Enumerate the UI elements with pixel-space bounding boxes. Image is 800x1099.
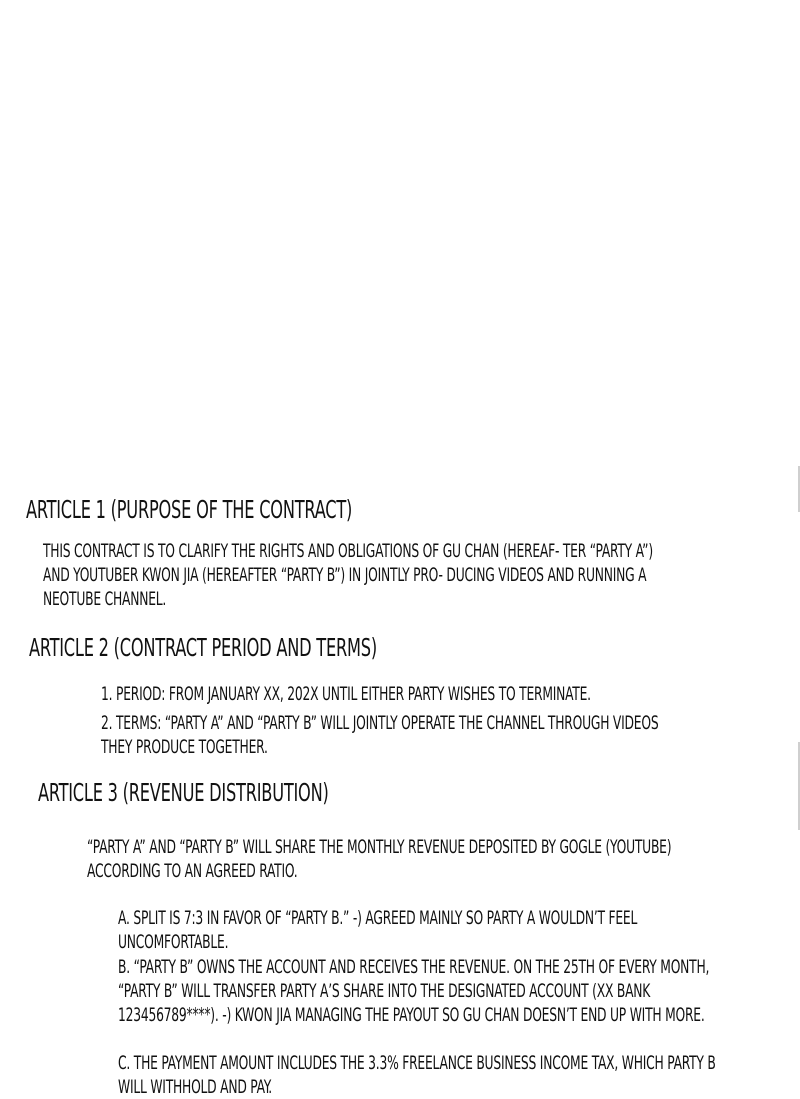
article-1-body: THIS CONTRACT IS TO CLARIFY THE RIGHTS AND OBLIGATIONS OF GU CHAN (HEREAF- TER “PARTY A”) AND YOUTUBER KWON JIA (HEREAFTER “PARTY B”) IN JOINTLY PRO- DUCING VIDEOS AND RUNNING A NEOTUBE CHANNEL. bbox=[43, 540, 653, 610]
article-3-intro: “PARTY A” AND “PARTY B” WILL SHARE THE MONTHLY REVENUE DEPOSITED BY GOGLE (YOUTUBE) ACCORDING TO AN AGREED RATIO. bbox=[87, 836, 672, 882]
article-3-item-b: B. “PARTY B” OWNS THE ACCOUNT AND RECEIVES THE REVENUE. ON THE 25TH OF EVERY MONTH, “PARTY B” WILL TRANSFER PARTY A’S SHARE INTO THE DESIGNATED ACCOUNT (XX BANK 123456789****). -) KWON JIA MANAGING THE PAYOUT SO GU CHAN DOESN’T END UP WITH MORE. bbox=[118, 956, 710, 1026]
article-1-heading: ARTICLE 1 (PURPOSE OF THE CONTRACT) bbox=[26, 495, 353, 524]
article-2-item-2: 2. TERMS: “PARTY A” AND “PARTY B” WILL JOINTLY OPERATE THE CHANNEL THROUGH VIDEOS THEY PRODUCE TOGETHER. bbox=[101, 712, 659, 758]
article-3-heading: ARTICLE 3 (REVENUE DISTRIBUTION) bbox=[38, 778, 329, 807]
article-3-item-a: A. SPLIT IS 7:3 IN FAVOR OF “PARTY B.” -) AGREED MAINLY SO PARTY A WOULDN’T FEEL UNCOMFORTABLE. bbox=[118, 907, 638, 953]
article-2-heading: ARTICLE 2 (CONTRACT PERIOD AND TERMS) bbox=[29, 633, 377, 662]
article-3-item-c: C. THE PAYMENT AMOUNT INCLUDES THE 3.3% FREELANCE BUSINESS INCOME TAX, WHICH PARTY B WILL WITHHOLD AND PAY. bbox=[118, 1052, 716, 1098]
article-2-item-1: 1. PERIOD: FROM JANUARY XX, 202X UNTIL EITHER PARTY WISHES TO TERMINATE. bbox=[101, 683, 591, 705]
